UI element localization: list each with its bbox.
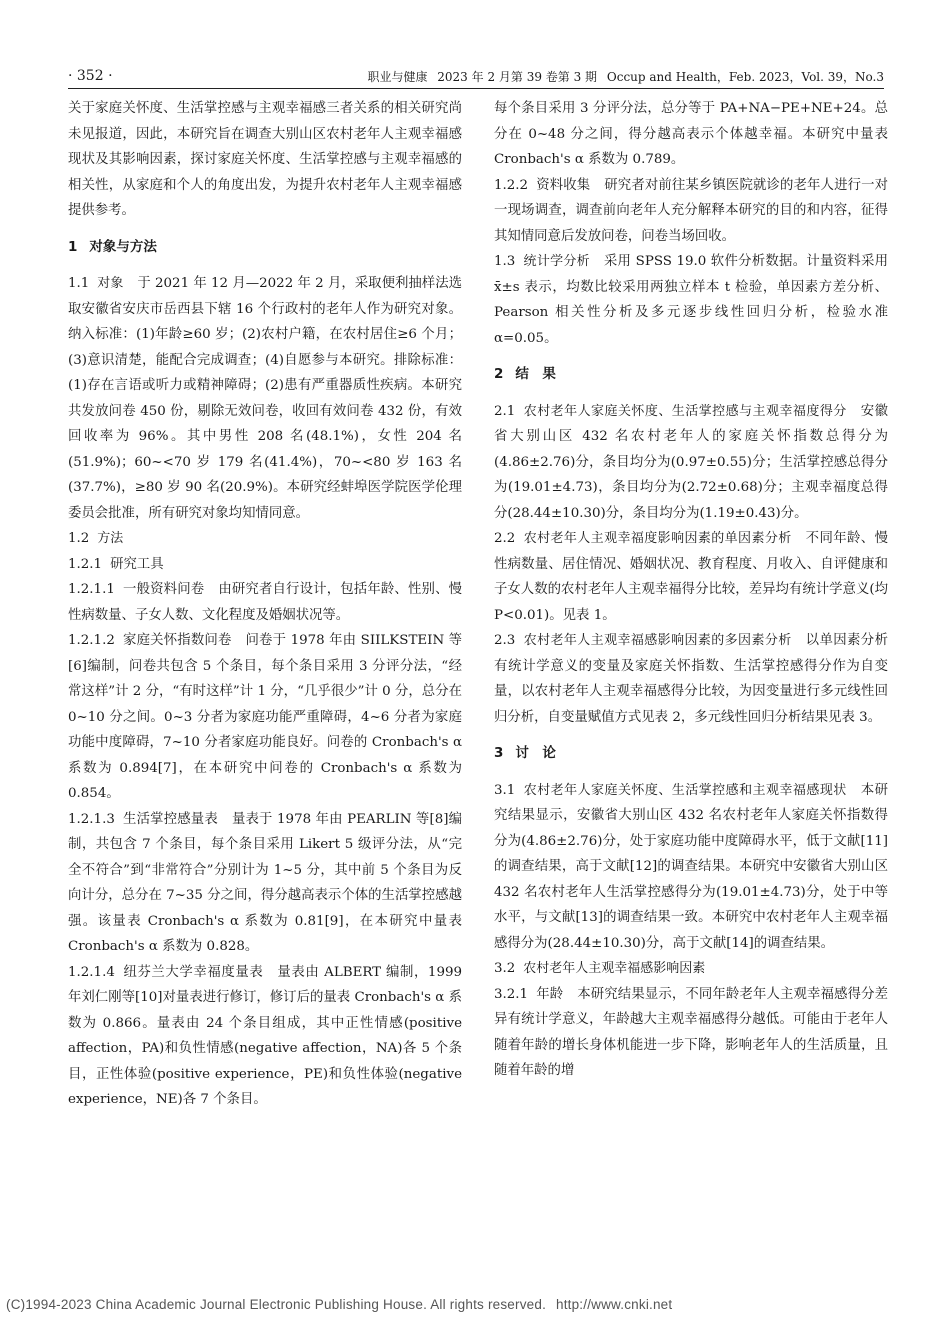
right-column — [494, 96, 888, 1084]
section-1-heading: 1 对象与方法 — [68, 238, 157, 255]
continued-paragraph: 每个条目采用 3 分评分法，总分等于 PA+NA−PE+NE+24。总分在 0~48 分之间，得分越高表示个体越幸福。本研究中量表 Cronbach's α 系数为 0.789。 — [494, 101, 888, 167]
section-1-1: 1.1 对象 于 2021 年 12 月—2022 年 2 月，采取便利抽样法选取安徽省安庆市岳西县下辖 16 个行政村的老年人作为研究对象。纳入标准：(1)年龄≥60 岁；(2)农村户籍，在农村居住≥6 个月；(3)意识清楚，能配合完成调查；(4)自愿参与本研究。排除标准：(1)存在言语或听力或精神障碍；(2)患有严重器质性疾病。本研究共发放问卷 450 份，剔除无效问卷，收回有效问卷 432 份，有效回收率为 96%。其中男性 208 名(48.1%)，女性 204 名(51.9%)；60~<70 岁 179 名(41.4%)，70~<80 岁 163 名(37.7%)，≥80 岁 90 名(20.9%)。本研究经蚌埠医学院医学伦理委员会批准，所有研究对象均知情同意。 — [68, 276, 462, 521]
page-header — [68, 66, 884, 88]
section-1-3: 1.3 统计学分析 采用 SPSS 19.0 软件分析数据。计量资料采用 x̄±s 表示，均数比较采用两独立样本 t 检验，单因素方差分析、Pearson 相关性分析及多元逐步线性回归分析，检验水准 α=0.05。 — [494, 254, 888, 346]
journal-running-head — [361, 68, 884, 85]
copyright-notice: (C)1994-2023 China Academic Journal Electronic Publishing House. All rights reserved. — [6, 1297, 547, 1312]
page-footer — [6, 1297, 946, 1312]
journal-issue-cn: 2023 年 2 月第 39 卷第 3 期 — [437, 70, 598, 84]
section-3-1: 3.1 农村老年人家庭关怀度、生活掌控感和主观幸福感现状 本研究结果显示，安徽省大别山区 432 名农村老年人家庭关怀指数得分为(4.86±2.76)分，处于家庭功能中度障碍水平，低于文献[11]的调查结果，高于文献[12]的调查结果。本研究中安徽省大别山区 432 名农村老年人生活掌控感得分为(19.01±4.73)分，处于中等水平，与文献[13]的调查结果一致。本研究中农村老年人主观幸福感得分为(28.44±10.30)分，高于文献[14]的调查结果。 — [494, 782, 888, 951]
section-2-1: 2.1 农村老年人家庭关怀度、生活掌控感与主观幸福度得分 安徽省大别山区 432 名农村老年人的家庭关怀指数总得分为(4.86±2.76)分，条目均分为(0.97±0.55)分；生活掌控感总得分为(19.01±4.73)，条目均分为(2.72±0.68)分；主观幸福度总得分(28.44±10.30)分，条目均分为(1.19±0.43)分。 — [494, 403, 888, 521]
footer-url: http://www.cnki.net — [555, 1297, 673, 1312]
section-1-2-1-4: 1.2.1.4 纽芬兰大学幸福度量表 量表由 ALBERT 编制，1999 年刘仁刚等[10]对量表进行修订，修订后的量表 Cronbach's α 系数为 0.866。量表由 24 个条目组成，其中正性情感(positive affection，PA)和负性情感(negative affection，NA)各 5 个条目，正性体验(positive experience，PE)和负性体验(negative experience，NE)各 7 个条目。 — [68, 964, 463, 1107]
section-1-2-2: 1.2.2 资料收集 研究者对前往某乡镇医院就诊的老年人进行一对一现场调查，调查前向老年人充分解释本研究的目的和内容，征得其知情同意后发放问卷，问卷当场回收。 — [494, 177, 889, 244]
section-2-2: 2.2 农村老年人主观幸福度影响因素的单因素分析 不同年龄、慢性病数量、居住情况、婚姻状况、教育程度、月收入、自评健康和子女人数的农村老年人主观幸福得分比较，差异均有统计学意义(均 P<0.01)。见表 1。 — [494, 531, 888, 623]
header-rule — [68, 88, 884, 89]
section-2-3: 2.3 农村老年人主观幸福感影响因素的多因素分析 以单因素分析有统计学意义的变量及家庭关怀指数、生活掌控感得分作为自变量，以农村老年人主观幸福感得分比较，为因变量进行多元线性回归分析，自变量赋值方式见表 2，多元线性回归分析结果见表 3。 — [494, 633, 888, 725]
left-column — [68, 96, 462, 1113]
section-1-2-1-3: 1.2.1.3 生活掌控感量表 量表于 1978 年由 PEARLIN 等[8]编制，共包含 7 个条目，每个条目采用 Likert 5 级评分法，从“完全不符合”到“非常符合”分别计为 1~5 分，其中前 5 个条目为反向计分，总分在 7~35 分之间，得分越高表示个体的生活掌控感越强。该量表 Cronbach's α 系数为 0.81[9]，在本研究中量表 Cronbach's α 系数为 0.828。 — [68, 811, 463, 954]
journal-title-en: Occup and Health，Feb. 2023，Vol. 39，No.3 — [606, 70, 884, 84]
section-3-2-1: 3.2.1 年龄 本研究结果显示，不同年龄老年人主观幸福感得分差异有统计学意义，年龄越大主观幸福感得分越低。可能由于老年人随着年龄的增长身体机能进一步下降，影响老年人的生活质量，且随着年龄的增 — [494, 986, 889, 1078]
section-1-2-1-2: 1.2.1.2 家庭关怀指数问卷 问卷于 1978 年由 SIILKSTEIN 等[6]编制，问卷共包含 5 个条目，每个条目采用 3 分评分法，“经常这样”计 2 分，“有时这样”计 1 分，“几乎很少”计 0 分，总分在 0~10 分之间。0~3 分者为家庭功能严重障碍，4~6 分者为家庭功能中度障碍，7~10 分者家庭功能良好。问卷的 Cronbach's α 系数为 0.894[7]，在本研究中问卷的 Cronbach's α 系数为 0.854。 — [68, 633, 462, 801]
journal-title-cn: 职业与健康 — [367, 70, 428, 84]
section-2-heading: 2 结 果 — [494, 366, 556, 382]
section-1-2-heading: 1.2 方法 — [68, 531, 124, 546]
section-1-2-1-heading: 1.2.1 研究工具 — [68, 556, 164, 572]
intro-paragraph: 关于家庭关怀度、生活掌控感与主观幸福感三者关系的相关研究尚未见报道，因此，本研究旨在调查大别山区农村老年人主观幸福感现状及其影响因素，探讨家庭关怀度、生活掌控感与主观幸福感的相关性，从家庭和个人的角度出发，为提升农村老年人主观幸福感提供参考。 — [68, 101, 462, 218]
section-3-2-heading: 3.2 农村老年人主观幸福感影响因素 — [494, 961, 706, 976]
section-3-heading: 3 讨 论 — [494, 745, 556, 761]
page-number: · 352 · — [68, 68, 113, 84]
section-1-2-1-1: 1.2.1.1 一般资料问卷 由研究者自行设计，包括年龄、性别、慢性病数量、子女人数、文化程度及婚姻状况等。 — [68, 582, 463, 623]
